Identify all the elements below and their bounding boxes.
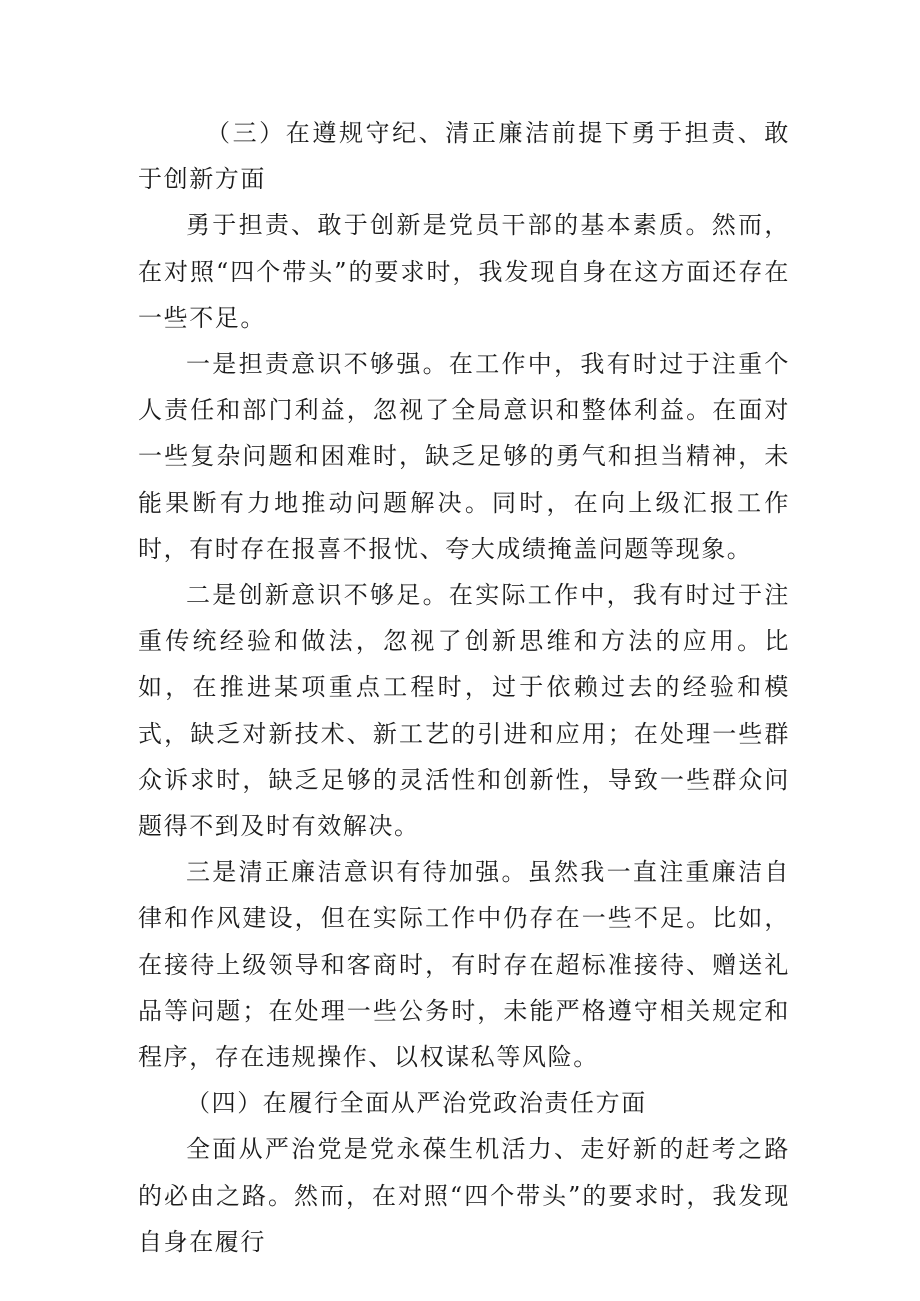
document-page	[138, 110, 790, 1265]
body-paragraph: 勇于担责、敢于创新是党员干部的基本素质。然而，在对照“四个带头”的要求时，我发现自身在这方面还存在一些不足。	[138, 211, 790, 332]
body-paragraph: 二是创新意识不够足。在实际工作中，我有时过于注重传统经验和做法，忽视了创新思维和方法的应用。比如，在推进某项重点工程时，过于依赖过去的经验和模式，缺乏对新技术、新工艺的引进和应用；在处理一些群众诉求时，缺乏足够的灵活性和创新性，导致一些群众问题得不到及时有效解决。	[138, 581, 790, 841]
body-paragraph: 全面从严治党是党永葆生机活力、走好新的赶考之路的必由之路。然而，在对照“四个带头”的要求时，我发现自身在履行	[138, 1135, 790, 1256]
body-paragraph: 一是担责意识不够强。在工作中，我有时过于注重个人责任和部门利益，忽视了全局意识和整体利益。在面对一些复杂问题和困难时，缺乏足够的勇气和担当精神，未能果断有力地推动问题解决。同时，在向上级汇报工作时，有时存在报喜不报忧、夸大成绩掩盖问题等现象。	[138, 350, 790, 563]
section-heading-3: （三）在遵规守纪、清正廉洁前提下勇于担责、敢于创新方面	[138, 119, 790, 194]
section-heading-4: （四）在履行全面从严治党政治责任方面	[186, 1089, 647, 1118]
body-paragraph: 三是清正廉洁意识有待加强。虽然我一直注重廉洁自律和作风建设，但在实际工作中仍存在一些不足。比如，在接待上级领导和客商时，有时存在超标准接待、赠送礼品等问题；在处理一些公务时，未能严格遵守相关规定和程序，存在违规操作、以权谋私等风险。	[138, 858, 790, 1072]
